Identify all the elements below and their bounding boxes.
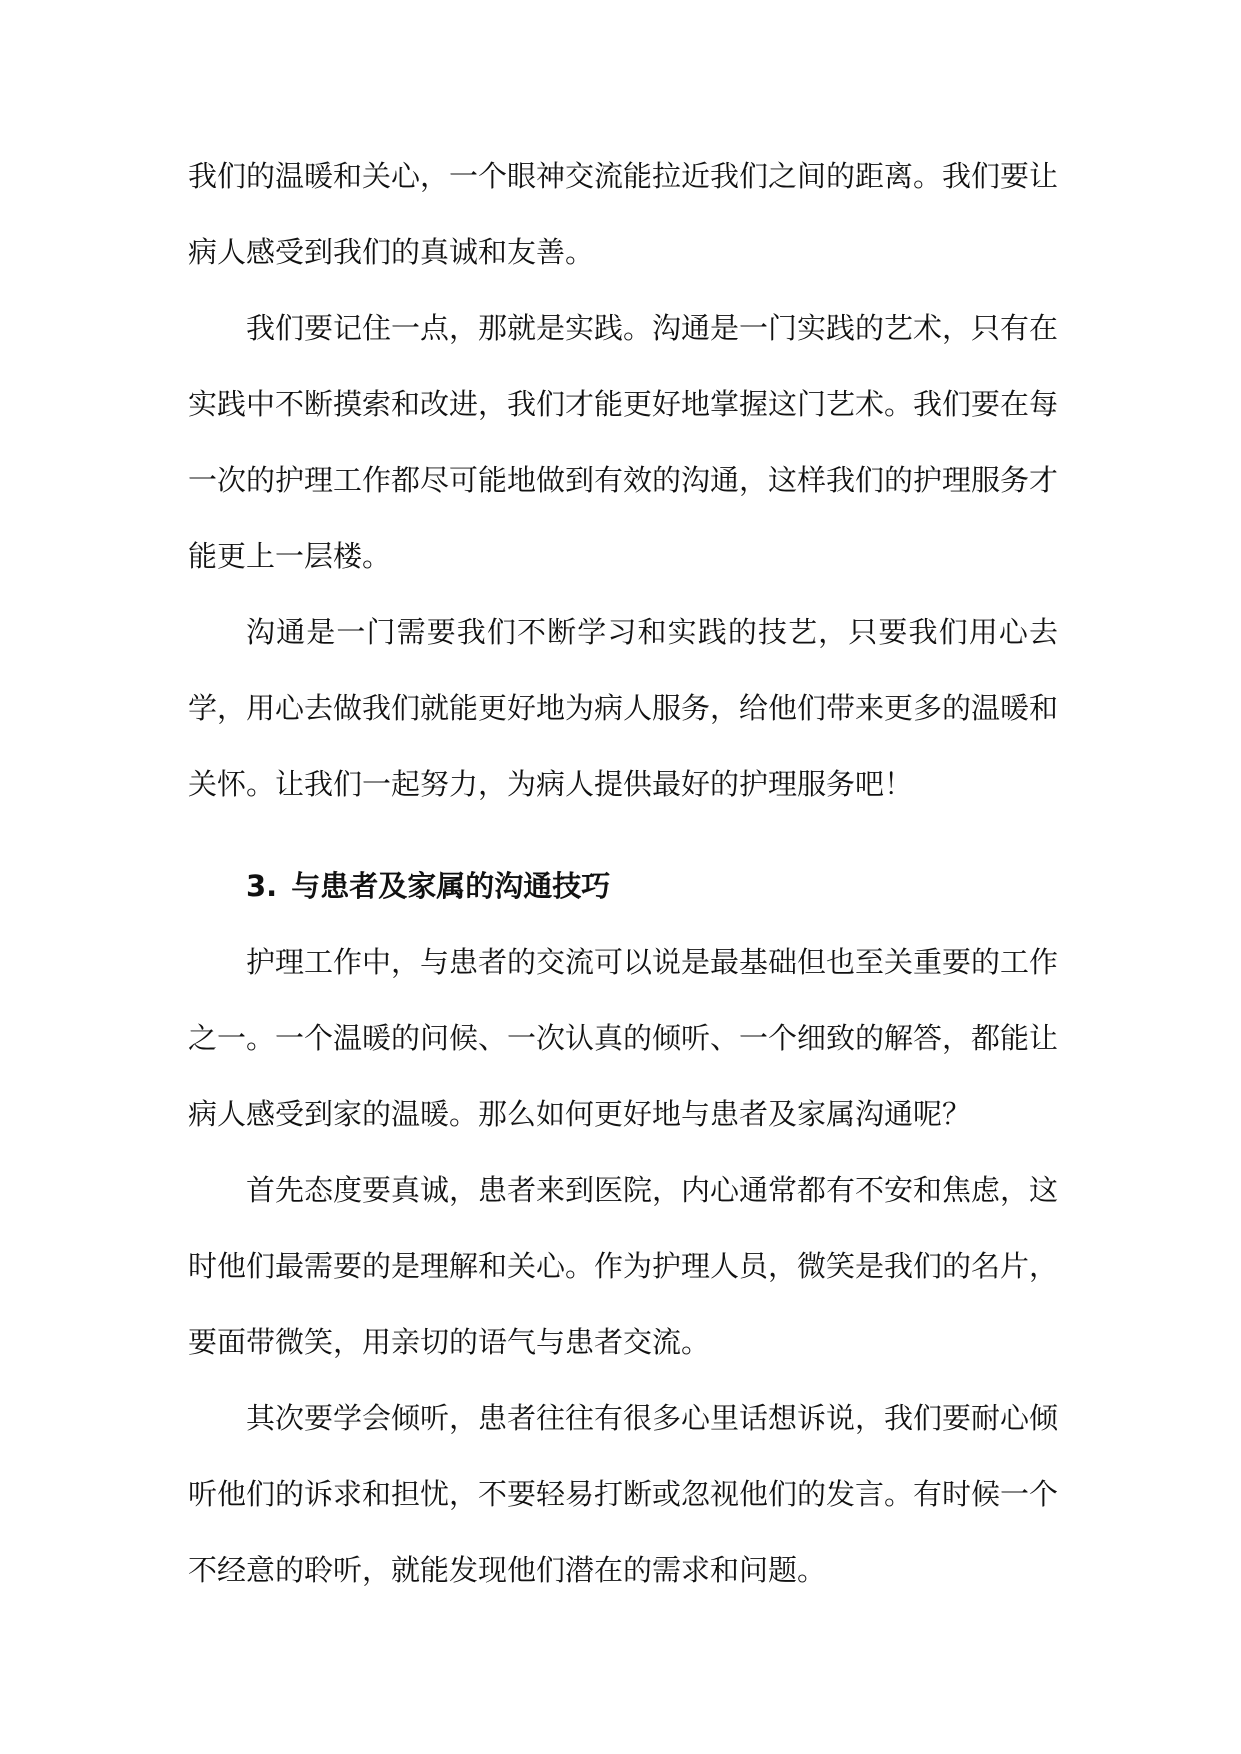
paragraph-attitude: 首先态度要真诚，患者来到医院，内心通常都有不安和焦虑，这时他们最需要的是理解和关心。作为护理人员，微笑是我们的名片，要面带微笑，用亲切的语气与患者交流。 — [188, 1173, 1059, 1359]
paragraph-intro: 护理工作中，与患者的交流可以说是最基础但也至关重要的工作之一。一个温暖的问候、一次认真的倾听、一个细致的解答，都能让病人感受到家的温暖。那么如何更好地与患者及家属沟通呢？ — [188, 945, 1059, 1131]
paragraph-conclusion: 沟通是一门需要我们不断学习和实践的技艺，只要我们用心去学，用心去做我们就能更好地为病人服务，给他们带来更多的温暖和关怀。让我们一起努力，为病人提供最好的护理服务吧！ — [188, 615, 1059, 801]
document-body — [188, 138, 1058, 1608]
section-heading — [188, 848, 1058, 924]
paragraph-continuation: 我们的温暖和关心，一个眼神交流能拉近我们之间的距离。我们要让病人感受到我们的真诚和友善。 — [188, 159, 1059, 269]
section-title: 与患者及家属的沟通技巧 — [291, 869, 611, 903]
paragraph-listening: 其次要学会倾听，患者往往有很多心里话想诉说，我们要耐心倾听他们的诉求和担忧，不要轻易打断或忽视他们的发言。有时候一个不经意的聆听，就能发现他们潜在的需求和问题。 — [188, 1401, 1059, 1587]
paragraph-practice: 我们要记住一点，那就是实践。沟通是一门实践的艺术，只有在实践中不断摸索和改进，我们才能更好地掌握这门艺术。我们要在每一次的护理工作都尽可能地做到有效的沟通，这样我们的护理服务才能更上一层楼。 — [188, 311, 1059, 573]
section-number: 3. — [246, 869, 278, 903]
